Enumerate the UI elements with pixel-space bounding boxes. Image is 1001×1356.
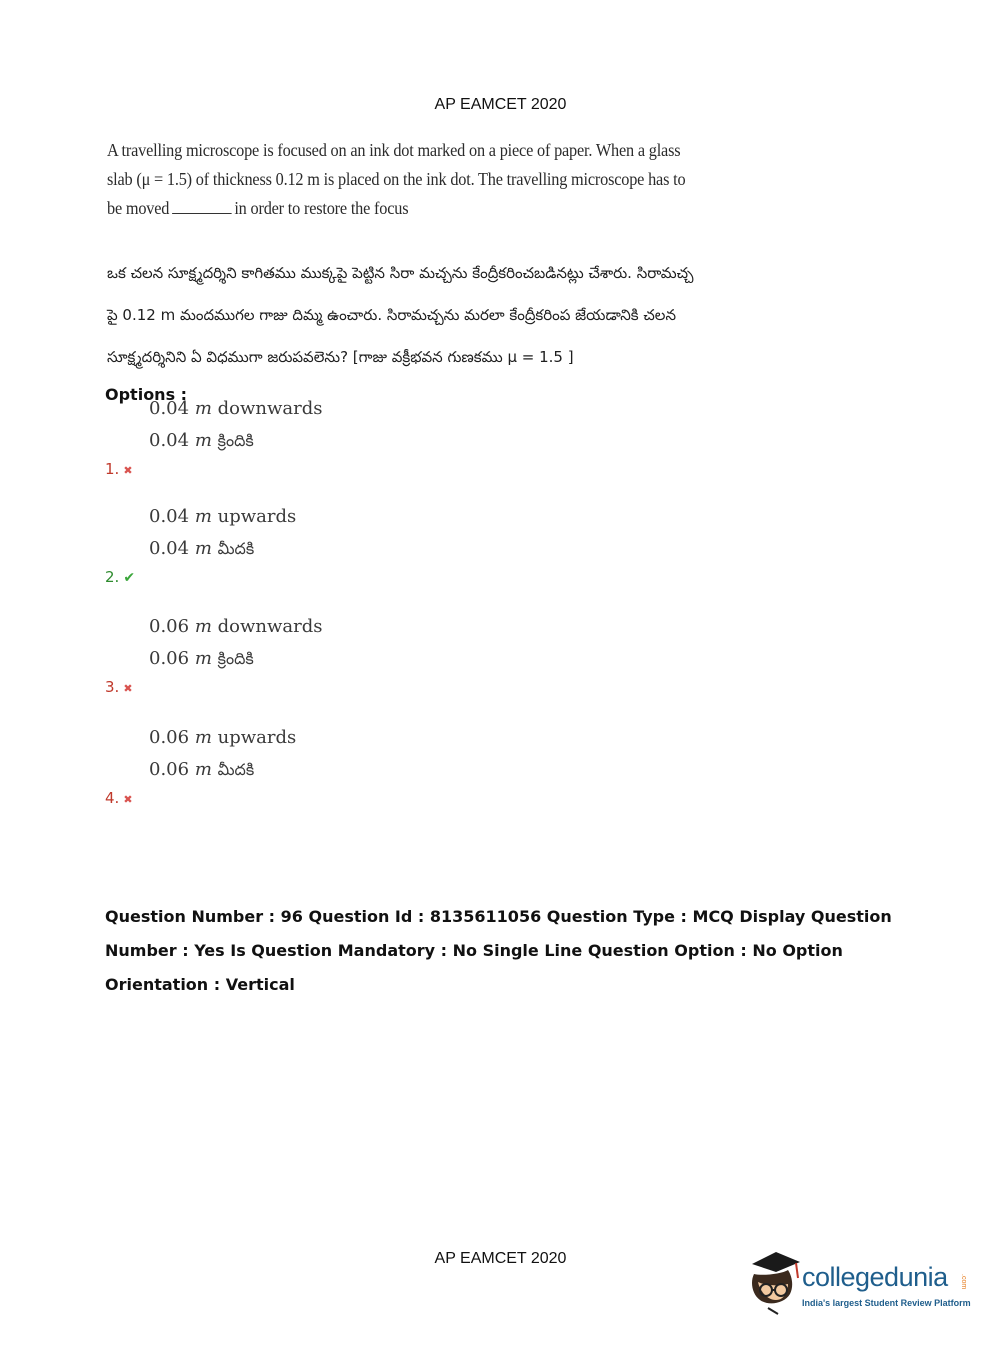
- option-direction-telugu: మీదకి: [217, 539, 255, 558]
- cross-icon: ✖: [123, 793, 133, 806]
- option-unit: m: [194, 648, 212, 669]
- metadata-line: Question Number : 96 Question Id : 8135611056 Question Type : MCQ Display Question: [105, 907, 892, 926]
- question-english: [107, 136, 686, 223]
- option-value: 0.04: [149, 398, 190, 419]
- option-text-english: [149, 398, 323, 419]
- question-telugu-line: పై 0.12 m మందముగల గాజు దిమ్మ ఉంచారు. సిరామచ్చను మరలా కేంద్రీకరింప జేయడానికి చలన: [107, 306, 676, 324]
- logo-domain-suffix: .com: [960, 1274, 967, 1290]
- option-direction-telugu: మీదకి: [217, 760, 255, 779]
- question-metadata: [105, 900, 892, 1002]
- question-english-line: [107, 194, 674, 223]
- logo-tagline: India's largest Student Review Platform: [802, 1298, 971, 1308]
- option-2[interactable]: [105, 506, 505, 586]
- option-unit: m: [194, 727, 212, 748]
- option-unit: m: [194, 759, 212, 780]
- option-direction-telugu: క్రిందికి: [217, 431, 254, 450]
- option-value: 0.04: [149, 538, 190, 559]
- option-unit: m: [194, 538, 212, 559]
- page-header: AP EAMCET 2020: [434, 96, 567, 113]
- answer-blank: [172, 199, 232, 214]
- option-unit: m: [194, 398, 212, 419]
- option-number-label: 1.: [105, 460, 120, 478]
- options-label: Options :: [105, 385, 188, 404]
- option-number: [105, 789, 133, 807]
- question-english-fragment: be moved: [107, 198, 170, 218]
- option-number: [105, 568, 135, 586]
- option-value: 0.06: [149, 727, 190, 748]
- option-text-telugu: [149, 648, 254, 672]
- option-direction: upwards: [217, 727, 297, 748]
- graduation-mascot-icon: [742, 1248, 804, 1318]
- option-value: 0.06: [149, 759, 190, 780]
- option-value: 0.06: [149, 648, 190, 669]
- option-3[interactable]: [105, 616, 505, 696]
- option-4[interactable]: [105, 727, 505, 807]
- option-direction-telugu: క్రిందికి: [217, 649, 254, 668]
- option-number: [105, 678, 133, 696]
- option-direction: downwards: [217, 398, 323, 419]
- option-text-english: [149, 616, 323, 637]
- question-telugu-line: సూక్ష్మదర్శినిని ఏ విధముగా జరుపవలెను? [గాజు వక్రీభవన గుణకము μ = 1.5 ]: [107, 348, 574, 366]
- question-english-line: slab (μ = 1.5) of thickness 0.12 m is placed on the ink dot. The travelling microscope has to: [107, 169, 686, 189]
- option-number-label: 3.: [105, 678, 120, 696]
- page-footer: AP EAMCET 2020: [434, 1250, 567, 1267]
- logo-wordmark: collegedunia: [802, 1262, 948, 1292]
- option-unit: m: [194, 430, 212, 451]
- option-number-label: 4.: [105, 789, 120, 807]
- question-english-fragment: in order to restore the focus: [234, 198, 409, 218]
- option-text-english: [149, 506, 296, 527]
- option-text-telugu: [149, 430, 254, 454]
- collegedunia-logo: [742, 1248, 972, 1318]
- option-value: 0.04: [149, 506, 190, 527]
- option-text-telugu: [149, 759, 254, 783]
- option-unit: m: [194, 616, 212, 637]
- option-1[interactable]: [105, 398, 505, 478]
- check-icon: ✔: [123, 570, 136, 586]
- option-direction: upwards: [217, 506, 297, 527]
- cross-icon: ✖: [123, 682, 133, 695]
- option-value: 0.06: [149, 616, 190, 637]
- question-english-line: A travelling microscope is focused on an ink dot marked on a piece of paper. When a glass: [107, 140, 681, 160]
- option-text-english: [149, 727, 296, 748]
- cross-icon: ✖: [123, 464, 133, 477]
- option-direction: downwards: [217, 616, 323, 637]
- metadata-line: Number : Yes Is Question Mandatory : No Single Line Question Option : No Option: [105, 941, 843, 960]
- metadata-line: Orientation : Vertical: [105, 975, 295, 994]
- option-unit: m: [194, 506, 212, 527]
- option-text-telugu: [149, 538, 254, 562]
- option-number: [105, 460, 133, 478]
- question-telugu: [107, 252, 747, 378]
- option-value: 0.04: [149, 430, 190, 451]
- option-number-label: 2.: [105, 568, 120, 586]
- question-telugu-line: ఒక చలన సూక్ష్మదర్శిని కాగితము ముక్కపై పెట్టిన సిరా మచ్చను కేంద్రీకరించబడినట్లు చేశారు. సిరామచ్చ: [107, 264, 694, 282]
